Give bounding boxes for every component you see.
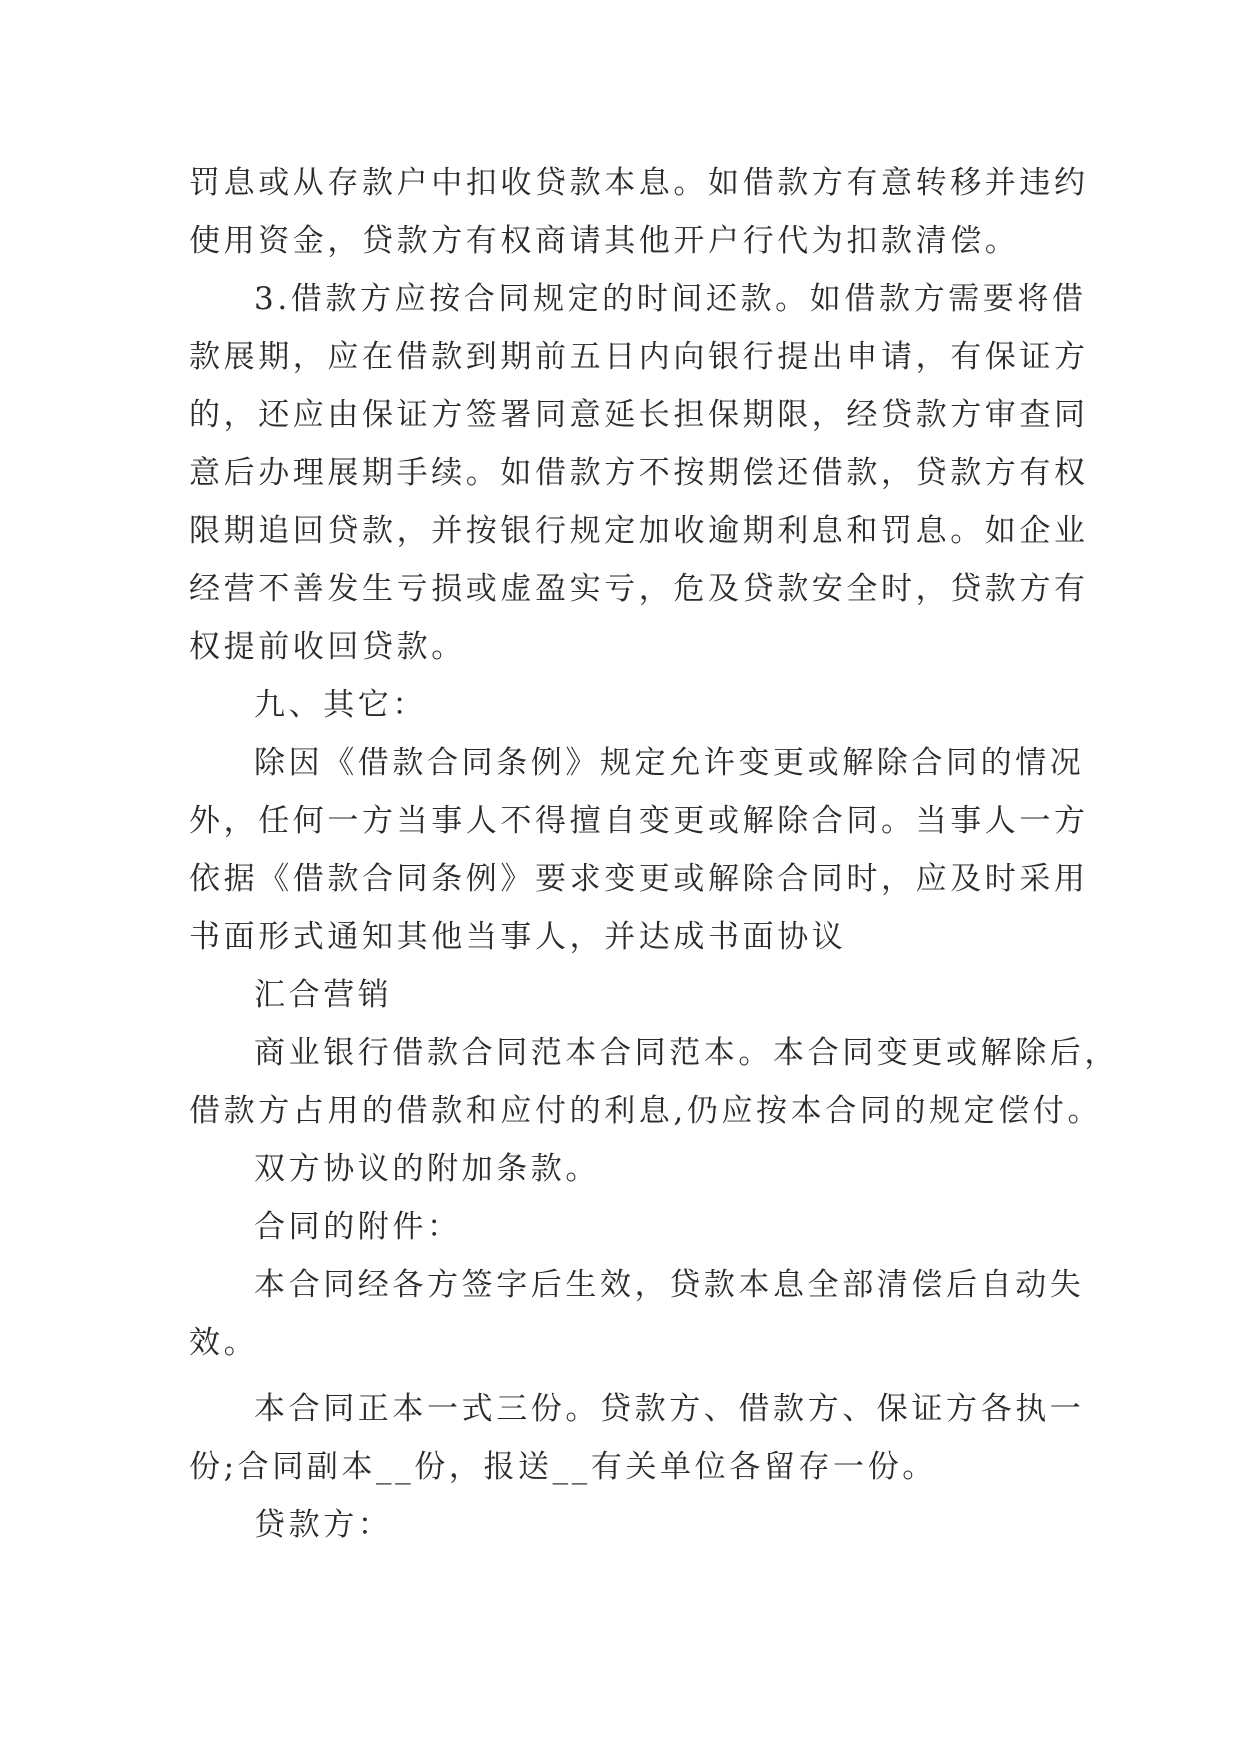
document-body	[189, 154, 1119, 1554]
text-line: 合同的附件：	[254, 1209, 462, 1245]
text-line: 本合同正本一式三份。贷款方、借款方、保证方各执一	[254, 1391, 1085, 1427]
text-line: 意后办理展期手续。如借款方不按期偿还借款，贷款方有权	[189, 455, 1089, 491]
text-line: 使用资金，贷款方有权商请其他开户行代为扣款清偿。	[189, 223, 1020, 259]
text-line: 权提前收回贷款。	[189, 629, 466, 665]
text-line: 双方协议的附加条款。	[254, 1151, 600, 1187]
text-line: 依据《借款合同条例》要求变更或解除合同时，应及时采用	[189, 861, 1089, 897]
text-line: 商业银行借款合同范本合同范本。本合同变更或解除后，	[254, 1035, 1119, 1071]
text-line: 经营不善发生亏损或虚盈实亏，危及贷款安全时，贷款方有	[189, 571, 1089, 607]
signature-label-lender: 贷款方：	[254, 1507, 393, 1543]
clause-3-line: 3.借款方应按合同规定的时间还款。如借款方需要将借	[254, 281, 1087, 317]
section-heading-other: 九、其它：	[254, 687, 427, 723]
text-line: 限期追回贷款，并按银行规定加收逾期利息和罚息。如企业	[189, 513, 1089, 549]
text-line: 份;合同副本__份，报送__有关单位各留存一份。	[189, 1449, 937, 1485]
text-line: 书面形式通知其他当事人，并达成书面协议	[189, 919, 847, 955]
text-line: 罚息或从存款户中扣收贷款本息。如借款方有意转移并违约	[189, 165, 1089, 201]
text-line: 本合同经各方签字后生效，贷款本息全部清偿后自动失	[254, 1267, 1085, 1303]
text-line: 效。	[189, 1325, 259, 1361]
text-line: 款展期，应在借款到期前五日内向银行提出申请，有保证方	[189, 339, 1089, 375]
text-line: 借款方占用的借款和应付的利息,仍应按本合同的规定偿付。	[189, 1093, 1103, 1129]
text-line: 除因《借款合同条例》规定允许变更或解除合同的情况	[254, 745, 1085, 781]
text-line: 的，还应由保证方签署同意延长担保期限，经贷款方审查同	[189, 397, 1089, 433]
text-line: 外，任何一方当事人不得擅自变更或解除合同。当事人一方	[189, 803, 1089, 839]
text-line: 汇合营销	[254, 977, 393, 1013]
